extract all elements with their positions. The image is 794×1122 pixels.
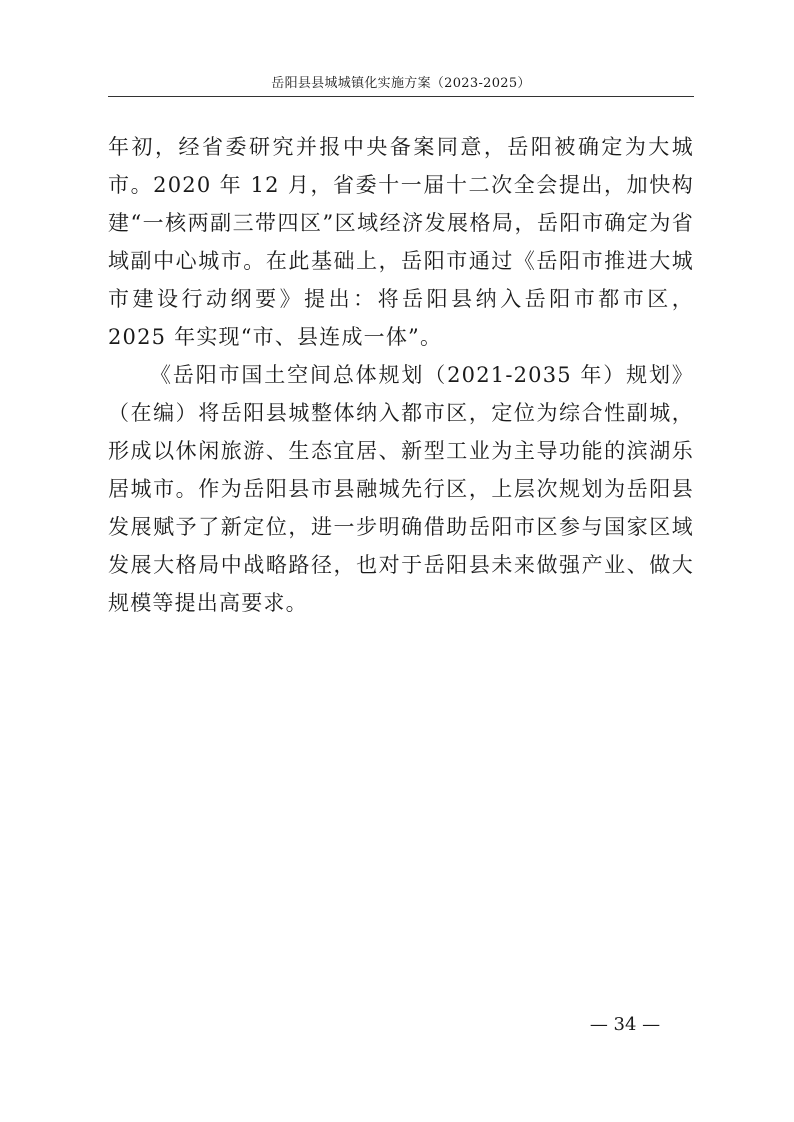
paragraph: 《岳阳市国土空间总体规划（2021-2035 年）规划》（在编）将岳阳县城整体纳入都市区，定位为综合性副城，形成以休闲旅游、生态宜居、新型工业为主导功能的滨湖乐居城市。作为岳阳县市县融城先行区，上层次规划为岳阳县发展赋予了新定位，进一步明确借助岳阳市区参与国家区域发展大格局中战略路径，也对于岳阳县未来做强产业、做大规模等提出高要求。 bbox=[108, 363, 694, 615]
body-text bbox=[108, 128, 694, 622]
page-number: — 34 — bbox=[589, 1014, 661, 1035]
paragraph-continued: 年初，经省委研究并报中央备案同意，岳阳被确定为大城市。2020 年 12 月，省委十一届十二次全会提出，加快构建“一核两副三带四区”区域经济发展格局，岳阳市确定为省域副中心城市。在此基础上，岳阳市通过《岳阳市推进大城市建设行动纲要》提出：将岳阳县纳入岳阳市都市区，2025 年实现“市、县连成一体”。 bbox=[108, 135, 694, 349]
header-title: 岳阳县县城城镇化实施方案（2023-2025） bbox=[271, 76, 531, 91]
page-header bbox=[108, 0, 694, 98]
header-divider bbox=[108, 96, 694, 97]
